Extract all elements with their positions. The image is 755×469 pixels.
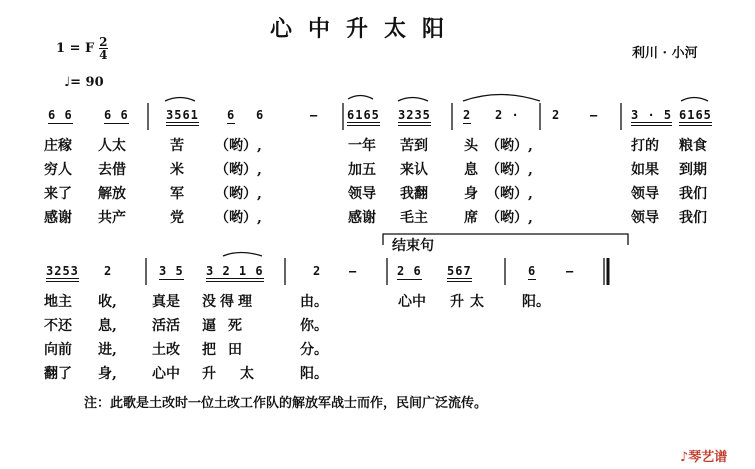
lyric: 你。 bbox=[300, 318, 328, 334]
lyric: 向前 bbox=[44, 342, 72, 358]
lyric: 翻了 bbox=[44, 366, 72, 382]
lyric: 活活 bbox=[152, 318, 180, 334]
note-group: 3235 bbox=[398, 108, 431, 122]
lyric: 阳。 bbox=[300, 366, 328, 382]
lyric: 阳。 bbox=[522, 294, 550, 310]
lyric: 息, bbox=[98, 318, 117, 334]
lyric: （哟）, bbox=[486, 162, 533, 178]
note-group: 6 6 bbox=[48, 108, 73, 122]
lyric: 人太 bbox=[98, 138, 126, 154]
note-group: 2 6 bbox=[397, 264, 422, 278]
lyric: 身, bbox=[98, 366, 117, 382]
lyric: （哟）, bbox=[215, 210, 262, 226]
lyric: 党 bbox=[170, 210, 184, 226]
quarter-note-icon: ♩ bbox=[64, 75, 71, 90]
lyric: 分。 bbox=[300, 342, 328, 358]
note-logo-icon: ♪ bbox=[680, 450, 689, 465]
lyric: 没得理 bbox=[202, 294, 256, 310]
lyric: 我翻 bbox=[400, 186, 428, 202]
song-origin: 利川 · 小河 bbox=[632, 46, 698, 61]
lyric: 席 bbox=[464, 210, 478, 226]
note-group: 6165 bbox=[679, 108, 712, 122]
lyric: 如果 bbox=[631, 162, 659, 178]
note-group: 3 2 1 6 bbox=[206, 264, 264, 278]
note-group: 6 bbox=[528, 264, 537, 278]
note-group: 3 · 5 bbox=[631, 108, 672, 122]
lyric: 感谢 bbox=[348, 210, 376, 226]
lyric: 来了 bbox=[44, 186, 72, 202]
note-group: 6165 bbox=[347, 108, 380, 122]
lyric: （哟）, bbox=[215, 162, 262, 178]
note-group: — bbox=[310, 108, 319, 122]
lyric: （哟）, bbox=[486, 138, 533, 154]
lyric: 升太 bbox=[202, 366, 278, 382]
lyric: 解放 bbox=[98, 186, 126, 202]
lyric: 加五 bbox=[348, 162, 376, 178]
footnote: 注：此歌是土改时一位土改工作队的解放军战士而作，民间广泛流传。 bbox=[84, 396, 488, 411]
note-group: 6 bbox=[227, 108, 236, 122]
lyric: 感谢 bbox=[44, 210, 72, 226]
lyric: 土改 bbox=[152, 342, 180, 358]
lyric: 不还 bbox=[44, 318, 72, 334]
note-group: 6 6 bbox=[104, 108, 129, 122]
lyric: 领导 bbox=[631, 210, 659, 226]
lyric: 身 bbox=[464, 186, 478, 202]
time-unit: 4 bbox=[99, 48, 108, 62]
note-group: — bbox=[349, 264, 358, 278]
lyric: 毛主 bbox=[400, 210, 428, 226]
lyric: 由。 bbox=[300, 294, 328, 310]
tempo-value: = 90 bbox=[70, 75, 104, 90]
lyric: 息 bbox=[464, 162, 478, 178]
watermark-text: 琴艺谱 bbox=[688, 450, 728, 465]
lyric: （哟）, bbox=[215, 138, 262, 154]
note-group: 3 5 bbox=[159, 264, 184, 278]
lyric: 升太 bbox=[450, 294, 490, 310]
lyric: 把田 bbox=[202, 342, 254, 358]
coda-label: 结束句 bbox=[392, 238, 434, 254]
note-group: 3253 bbox=[46, 264, 79, 278]
lyric: 穷人 bbox=[44, 162, 72, 178]
lyric: （哟）, bbox=[215, 186, 262, 202]
lyric: 心中 bbox=[398, 294, 426, 310]
lyric: 进, bbox=[98, 342, 117, 358]
lyric: 领导 bbox=[631, 186, 659, 202]
note-group: 3561 bbox=[166, 108, 199, 122]
lyric: 共产 bbox=[98, 210, 126, 226]
lyric: 来认 bbox=[400, 162, 428, 178]
lyric: 去借 bbox=[98, 162, 126, 178]
note-group: 2 bbox=[552, 108, 561, 122]
lyric: 苦到 bbox=[400, 138, 428, 154]
lyric: 苦 bbox=[170, 138, 184, 154]
lyric: 收, bbox=[98, 294, 117, 310]
lyric: 头 bbox=[464, 138, 478, 154]
song-title: 心中升太阳 bbox=[270, 16, 461, 42]
lyric: 粮食 bbox=[679, 138, 707, 154]
lyric: 领导 bbox=[348, 186, 376, 202]
lyric: 一年 bbox=[348, 138, 376, 154]
note-group: — bbox=[566, 264, 575, 278]
lyric: 米 bbox=[170, 162, 184, 178]
note-group: — bbox=[590, 108, 599, 122]
lyric: 心中 bbox=[152, 366, 180, 382]
lyric: 打的 bbox=[631, 138, 659, 154]
key-prefix: 1 = F bbox=[56, 41, 95, 56]
lyric: 真是 bbox=[152, 294, 180, 310]
lyric: 庄稼 bbox=[44, 138, 72, 154]
lyric: 军 bbox=[170, 186, 184, 202]
lyric: 到期 bbox=[679, 162, 707, 178]
note-group: 6 bbox=[256, 108, 265, 122]
lyric: 逼死 bbox=[202, 318, 254, 334]
time-beats: 2 bbox=[99, 35, 108, 49]
note-group: 2 bbox=[104, 264, 113, 278]
lyric: （哟）, bbox=[486, 210, 533, 226]
note-group: 2 bbox=[463, 108, 472, 122]
lyric: 我们 bbox=[679, 186, 707, 202]
lyric: 我们 bbox=[679, 210, 707, 226]
note-group: 2 bbox=[313, 264, 322, 278]
note-group: 2 · bbox=[495, 108, 520, 122]
watermark bbox=[680, 446, 727, 465]
lyric: 地主 bbox=[44, 294, 72, 310]
lyric: （哟）, bbox=[486, 186, 533, 202]
note-group: 567 bbox=[447, 264, 472, 278]
